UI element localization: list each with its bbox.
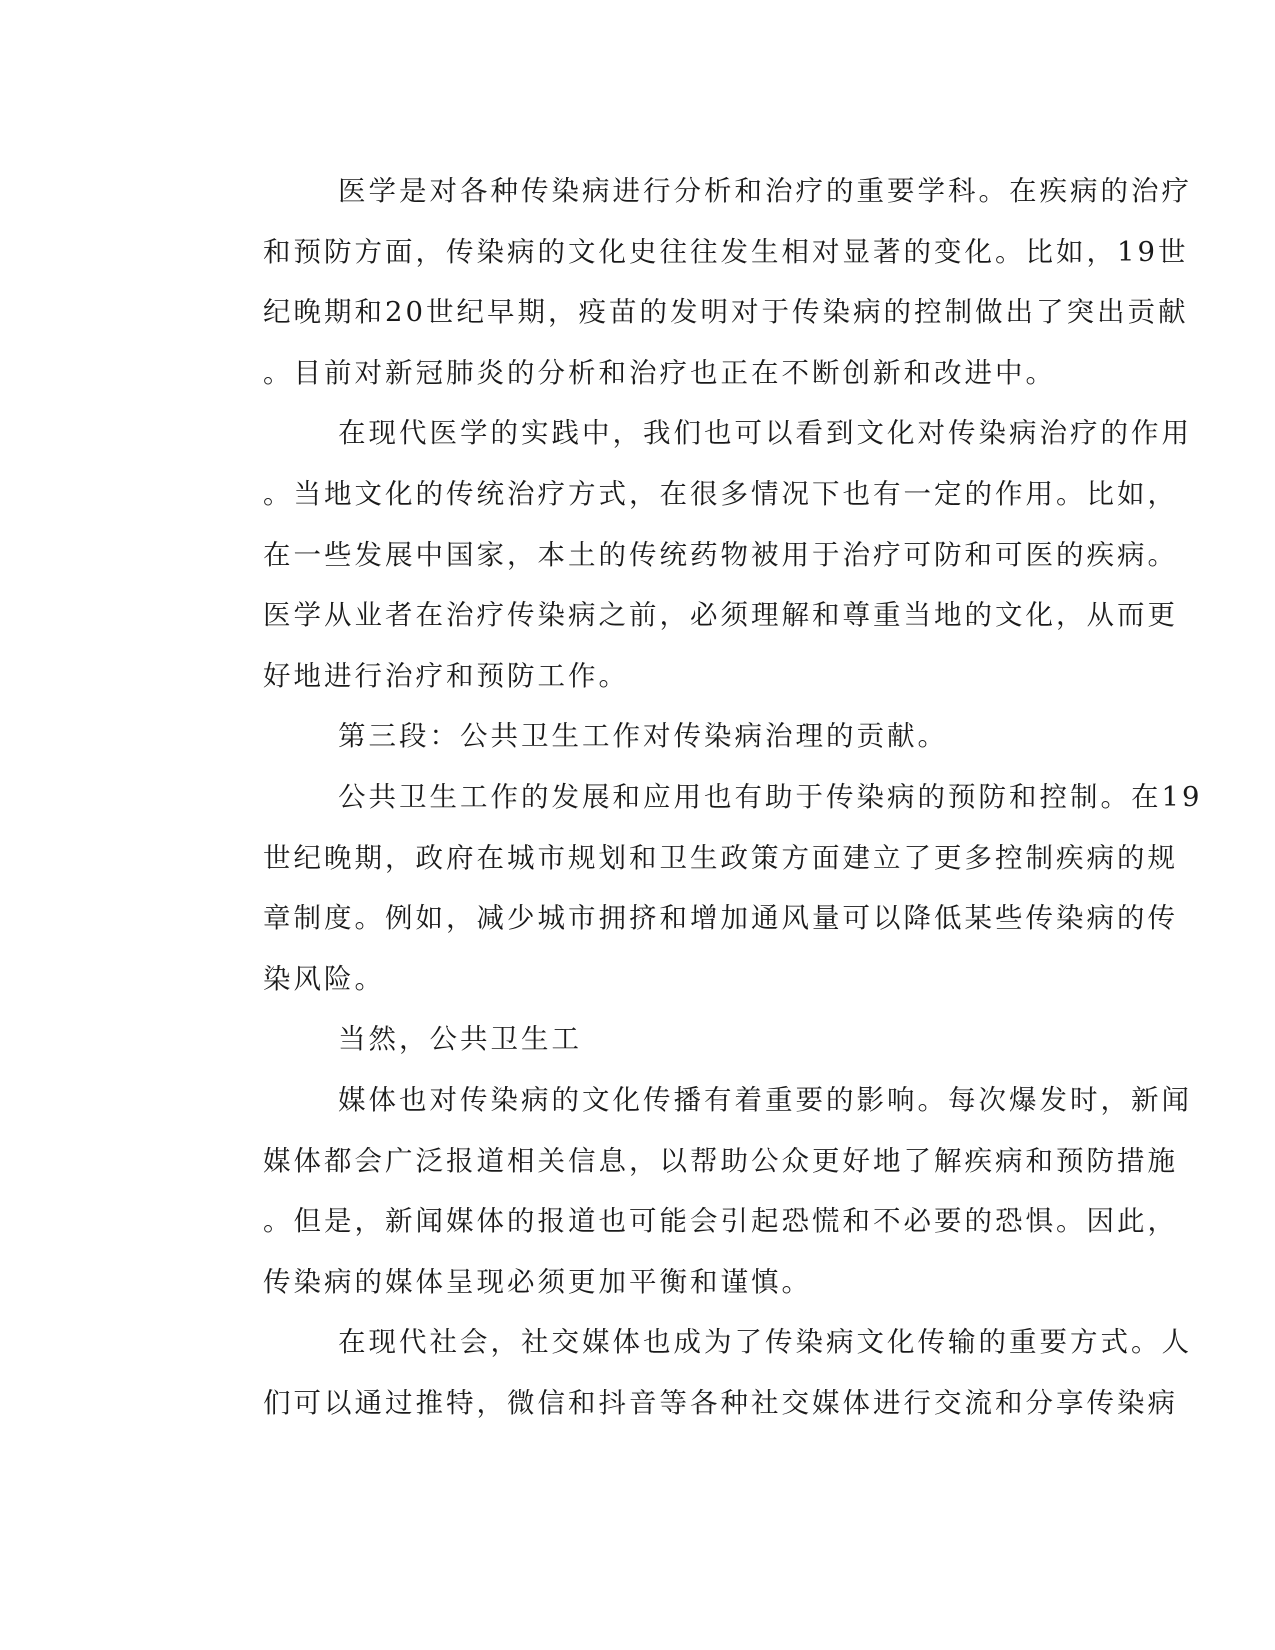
paragraph-line: 在一些发展中国家，本土的传统药物被用于治疗可防和可医的疾病。 — [263, 538, 1178, 571]
paragraph-6 — [188, 1312, 1192, 1433]
paragraph-line: 公共卫生工作的发展和应用也有助于传染病的预防和控制。在19 — [338, 780, 1203, 813]
paragraph-3 — [188, 767, 1203, 1009]
paragraph-line: 和预防方面，传染病的文化史往往发生相对显著的变化。比如，19世 — [263, 235, 1189, 268]
heading-line: 第三段：公共卫生工作对传染病治理的贡献。 — [338, 720, 948, 753]
document-body — [188, 161, 1203, 1433]
paragraph-line: 。但是，新闻媒体的报道也可能会引起恐慌和不必要的恐惧。因此， — [263, 1205, 1178, 1238]
paragraph-line: 媒体都会广泛报道相关信息，以帮助公众更好地了解疾病和预防措施 — [263, 1144, 1178, 1177]
section-heading — [188, 706, 1050, 767]
paragraph-line: 传染病的媒体呈现必须更加平衡和谨慎。 — [263, 1265, 812, 1298]
paragraph-line: 。目前对新冠肺炎的分析和治疗也正在不断创新和改进中。 — [263, 356, 1056, 389]
paragraph-line: 章制度。例如，减少城市拥挤和增加通风量可以降低某些传染病的传 — [263, 902, 1178, 935]
paragraph-line: 好地进行治疗和预防工作。 — [263, 659, 629, 692]
paragraph-line: 。当地文化的传统治疗方式，在很多情况下也有一定的作用。比如， — [263, 477, 1178, 510]
paragraph-line: 媒体也对传染病的文化传播有着重要的影响。每次爆发时，新闻 — [338, 1083, 1192, 1116]
paragraph-4 — [188, 1009, 1050, 1070]
paragraph-line: 世纪晚期，政府在城市规划和卫生政策方面建立了更多控制疾病的规 — [263, 841, 1178, 874]
paragraph-line: 医学是对各种传染病进行分析和治疗的重要学科。在疾病的治疗 — [338, 175, 1192, 207]
paragraph-line: 医学从业者在治疗传染病之前，必须理解和尊重当地的文化，从而更 — [263, 599, 1178, 632]
paragraph-line: 们可以通过推特，微信和抖音等各种社交媒体进行交流和分享传染病 — [263, 1386, 1178, 1419]
paragraph-line: 染风险。 — [263, 962, 385, 995]
paragraph-line: 在现代社会，社交媒体也成为了传染病文化传输的重要方式。人 — [338, 1326, 1192, 1359]
paragraph-2 — [188, 403, 1192, 706]
paragraph-line: 当然，公共卫生工 — [338, 1023, 582, 1056]
paragraph-line: 在现代医学的实践中，我们也可以看到文化对传染病治疗的作用 — [338, 417, 1192, 450]
paragraph-5 — [188, 1070, 1192, 1312]
paragraph-1 — [188, 161, 1192, 403]
paragraph-line: 纪晚期和20世纪早期，疫苗的发明对于传染病的控制做出了突出贡献 — [263, 296, 1189, 329]
